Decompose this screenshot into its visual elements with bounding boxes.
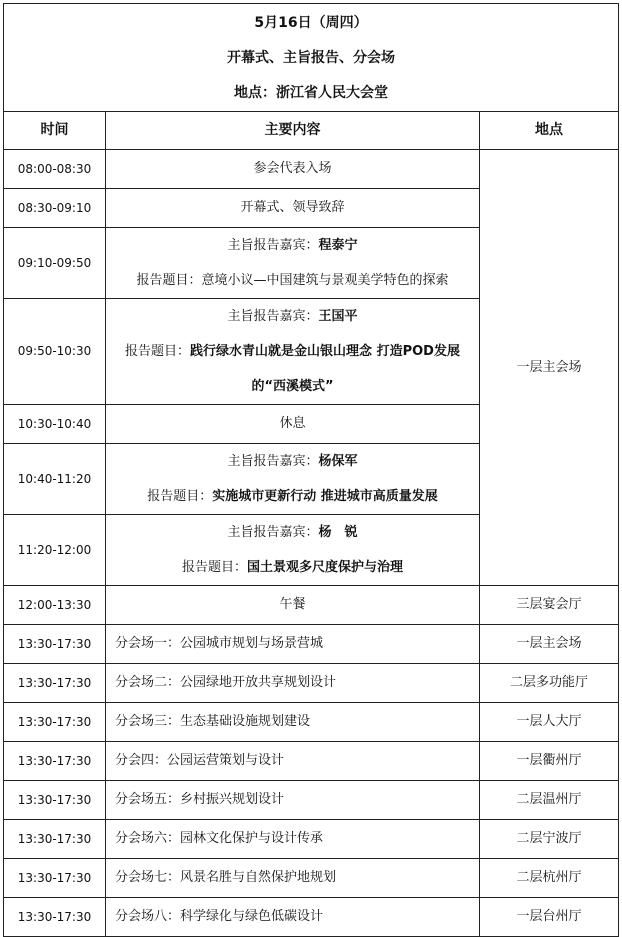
content-cell: 分会场三：生态基础设施规划建设: [106, 703, 480, 742]
topic-label: 报告题目：: [181, 560, 247, 575]
table-row: [4, 820, 619, 859]
content-cell: 分会场一：公园城市规划与场景营城: [106, 625, 480, 664]
speaker-label: 主旨报告嘉宾：: [227, 238, 319, 253]
content-cell: [106, 299, 480, 405]
speaker-line: [106, 228, 479, 263]
place-cell: 二层杭州厅: [480, 859, 619, 898]
content-cell: 休息: [106, 405, 480, 444]
time-cell: 08:00-08:30: [4, 150, 106, 189]
table-row: [4, 703, 619, 742]
schedule-table: [3, 3, 619, 937]
topic-label: 报告题目：: [147, 489, 213, 504]
time-cell: 13:30-17:30: [4, 703, 106, 742]
time-cell: 13:30-17:30: [4, 898, 106, 937]
table-row: [4, 586, 619, 625]
topic-line: [106, 550, 479, 585]
time-cell: 13:30-17:30: [4, 781, 106, 820]
place-cell: 一层主会场: [480, 625, 619, 664]
speaker-name: 杨 锐: [318, 525, 358, 540]
time-cell: 12:00-13:30: [4, 586, 106, 625]
place-cell-main-hall: 一层主会场: [480, 150, 619, 586]
content-cell: 分会四：公园运营策划与设计: [106, 742, 480, 781]
speaker-label: 主旨报告嘉宾：: [227, 525, 319, 540]
content-cell: [106, 515, 480, 586]
time-cell: 09:10-09:50: [4, 228, 106, 299]
topic-line: [106, 263, 479, 298]
column-header-row: [4, 112, 619, 150]
time-cell: 10:30-10:40: [4, 405, 106, 444]
time-cell: 13:30-17:30: [4, 664, 106, 703]
time-cell: 13:30-17:30: [4, 625, 106, 664]
content-cell: 开幕式、领导致辞: [106, 189, 480, 228]
speaker-label: 主旨报告嘉宾：: [227, 309, 319, 324]
speaker-name: 程泰宁: [318, 238, 358, 253]
table-row: [4, 664, 619, 703]
schedule-sheet: [3, 3, 618, 925]
place-cell: 一层人大厅: [480, 703, 619, 742]
table-row: [4, 859, 619, 898]
content-cell: 午餐: [106, 586, 480, 625]
place-cell: 一层台州厅: [480, 898, 619, 937]
topic-text: 实施城市更新行动 推进城市高质量发展: [212, 489, 438, 504]
column-header-place: 地点: [480, 112, 619, 150]
content-cell: [106, 444, 480, 515]
topic-line-continued: [106, 369, 479, 404]
place-cell: 二层多功能厅: [480, 664, 619, 703]
header-subtitle: 开幕式、主旨报告、分会场: [227, 50, 395, 66]
time-cell: 09:50-10:30: [4, 299, 106, 405]
content-cell: 分会场八：科学绿化与绿色低碳设计: [106, 898, 480, 937]
speaker-label: 主旨报告嘉宾：: [227, 454, 319, 469]
content-cell: 参会代表入场: [106, 150, 480, 189]
speaker-line: [106, 444, 479, 479]
topic-text: 意境小议—中国建筑与景观美学特色的探索: [201, 273, 449, 288]
content-cell: 分会场七：风景名胜与自然保护地规划: [106, 859, 480, 898]
topic-label: 报告题目：: [136, 273, 202, 288]
column-header-time: 时间: [4, 112, 106, 150]
content-cell: 分会场二：公园绿地开放共享规划设计: [106, 664, 480, 703]
topic-text: 国土景观多尺度保护与治理: [247, 560, 404, 575]
content-cell: 分会场五：乡村振兴规划设计: [106, 781, 480, 820]
table-row: [4, 625, 619, 664]
speaker-line: [106, 515, 479, 550]
time-cell: 13:30-17:30: [4, 859, 106, 898]
header-row: [4, 4, 619, 112]
time-cell: 13:30-17:30: [4, 820, 106, 859]
table-row: [4, 898, 619, 937]
place-cell: 二层宁波厅: [480, 820, 619, 859]
time-cell: 08:30-09:10: [4, 189, 106, 228]
content-cell: [106, 228, 480, 299]
time-cell: 10:40-11:20: [4, 444, 106, 515]
header-venue: 地点：浙江省人民大会堂: [234, 85, 388, 101]
table-row: [4, 742, 619, 781]
content-cell: 分会场六：园林文化保护与设计传承: [106, 820, 480, 859]
time-cell: 13:30-17:30: [4, 742, 106, 781]
column-header-content: 主要内容: [106, 112, 480, 150]
topic-line: [106, 479, 479, 514]
topic-text-continued: 的“西溪模式”: [251, 379, 334, 394]
topic-line: [106, 334, 479, 369]
speaker-name: 王国平: [318, 309, 358, 324]
table-row: [4, 781, 619, 820]
place-cell: 二层温州厅: [480, 781, 619, 820]
place-cell: 一层衢州厅: [480, 742, 619, 781]
place-cell: 三层宴会厅: [480, 586, 619, 625]
topic-text: 践行绿水青山就是金山银山理念 打造POD发展: [190, 344, 460, 359]
table-row: [4, 150, 619, 189]
topic-label: 报告题目：: [125, 344, 191, 359]
header-date: 5月16日（周四）: [254, 15, 368, 31]
speaker-line: [106, 299, 479, 334]
speaker-name: 杨保军: [318, 454, 358, 469]
time-cell: 11:20-12:00: [4, 515, 106, 586]
